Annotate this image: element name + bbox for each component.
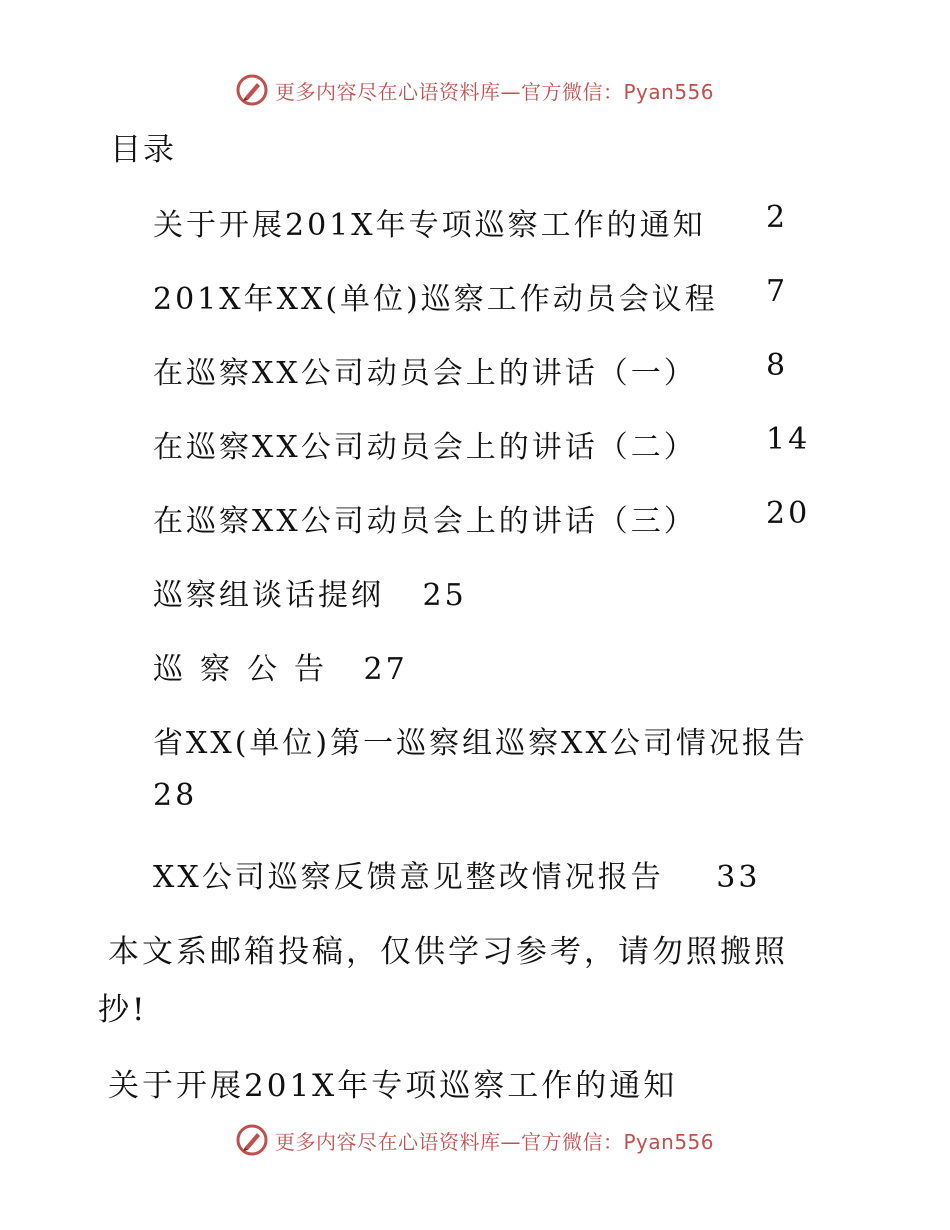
toc-item[interactable]: [153, 570, 467, 614]
pen-logo-icon: [235, 73, 269, 107]
watermark-text: 更多内容尽在心语资料库—官方微信：Pyan556: [275, 79, 715, 104]
toc-item[interactable]: [153, 718, 808, 762]
page-title: 目录: [110, 132, 176, 168]
notice-line-1: 本文系邮箱投稿，仅供学习参考，请勿照搬照: [108, 934, 788, 970]
toc-item[interactable]: [153, 496, 697, 540]
watermark-banner-bottom: [235, 1122, 714, 1158]
toc-item[interactable]: [153, 422, 697, 466]
toc-item-title: 关于开展201X年专项巡察工作的通知: [153, 208, 706, 243]
section-title: 关于开展201X年专项巡察工作的通知: [108, 1068, 678, 1104]
toc-item-page: 2: [766, 200, 789, 235]
toc-item-title: 在巡察XX公司动员会上的讲话（一）: [153, 356, 697, 391]
toc-item-title: 在巡察XX公司动员会上的讲话（二）: [153, 430, 697, 465]
toc-item[interactable]: [153, 644, 408, 688]
toc-item-title: XX公司巡察反馈意见整改情况报告: [153, 860, 664, 895]
toc-item-page: 7: [766, 274, 789, 309]
toc-item[interactable]: [153, 348, 697, 392]
toc-item-page: 14: [766, 422, 811, 457]
toc-item-page: 28: [153, 778, 198, 813]
toc-item-page: 8: [766, 348, 789, 383]
toc-item[interactable]: [153, 274, 718, 318]
notice-line-2: 抄!: [98, 992, 148, 1028]
toc-item-title: 巡察组谈话提纲: [153, 578, 384, 613]
toc-item[interactable]: [153, 200, 706, 244]
watermark-banner-top: [235, 72, 714, 108]
toc-item[interactable]: [153, 852, 760, 896]
pen-logo-icon: [235, 1123, 269, 1157]
toc-item-title: 在巡察XX公司动员会上的讲话（三）: [153, 504, 697, 539]
toc-item-page: 27: [363, 652, 408, 687]
toc-item-page: 33: [716, 860, 761, 895]
toc-item-title: 巡察公告: [153, 652, 341, 687]
watermark-text: 更多内容尽在心语资料库—官方微信：Pyan556: [275, 1129, 715, 1154]
toc-item-title: 省XX(单位)第一巡察组巡察XX公司情况报告: [153, 726, 808, 761]
toc-item-title: 201X年XX(单位)巡察工作动员会议程: [153, 282, 718, 317]
toc-item-page: 20: [766, 496, 811, 531]
toc-item-page: 25: [422, 578, 467, 613]
